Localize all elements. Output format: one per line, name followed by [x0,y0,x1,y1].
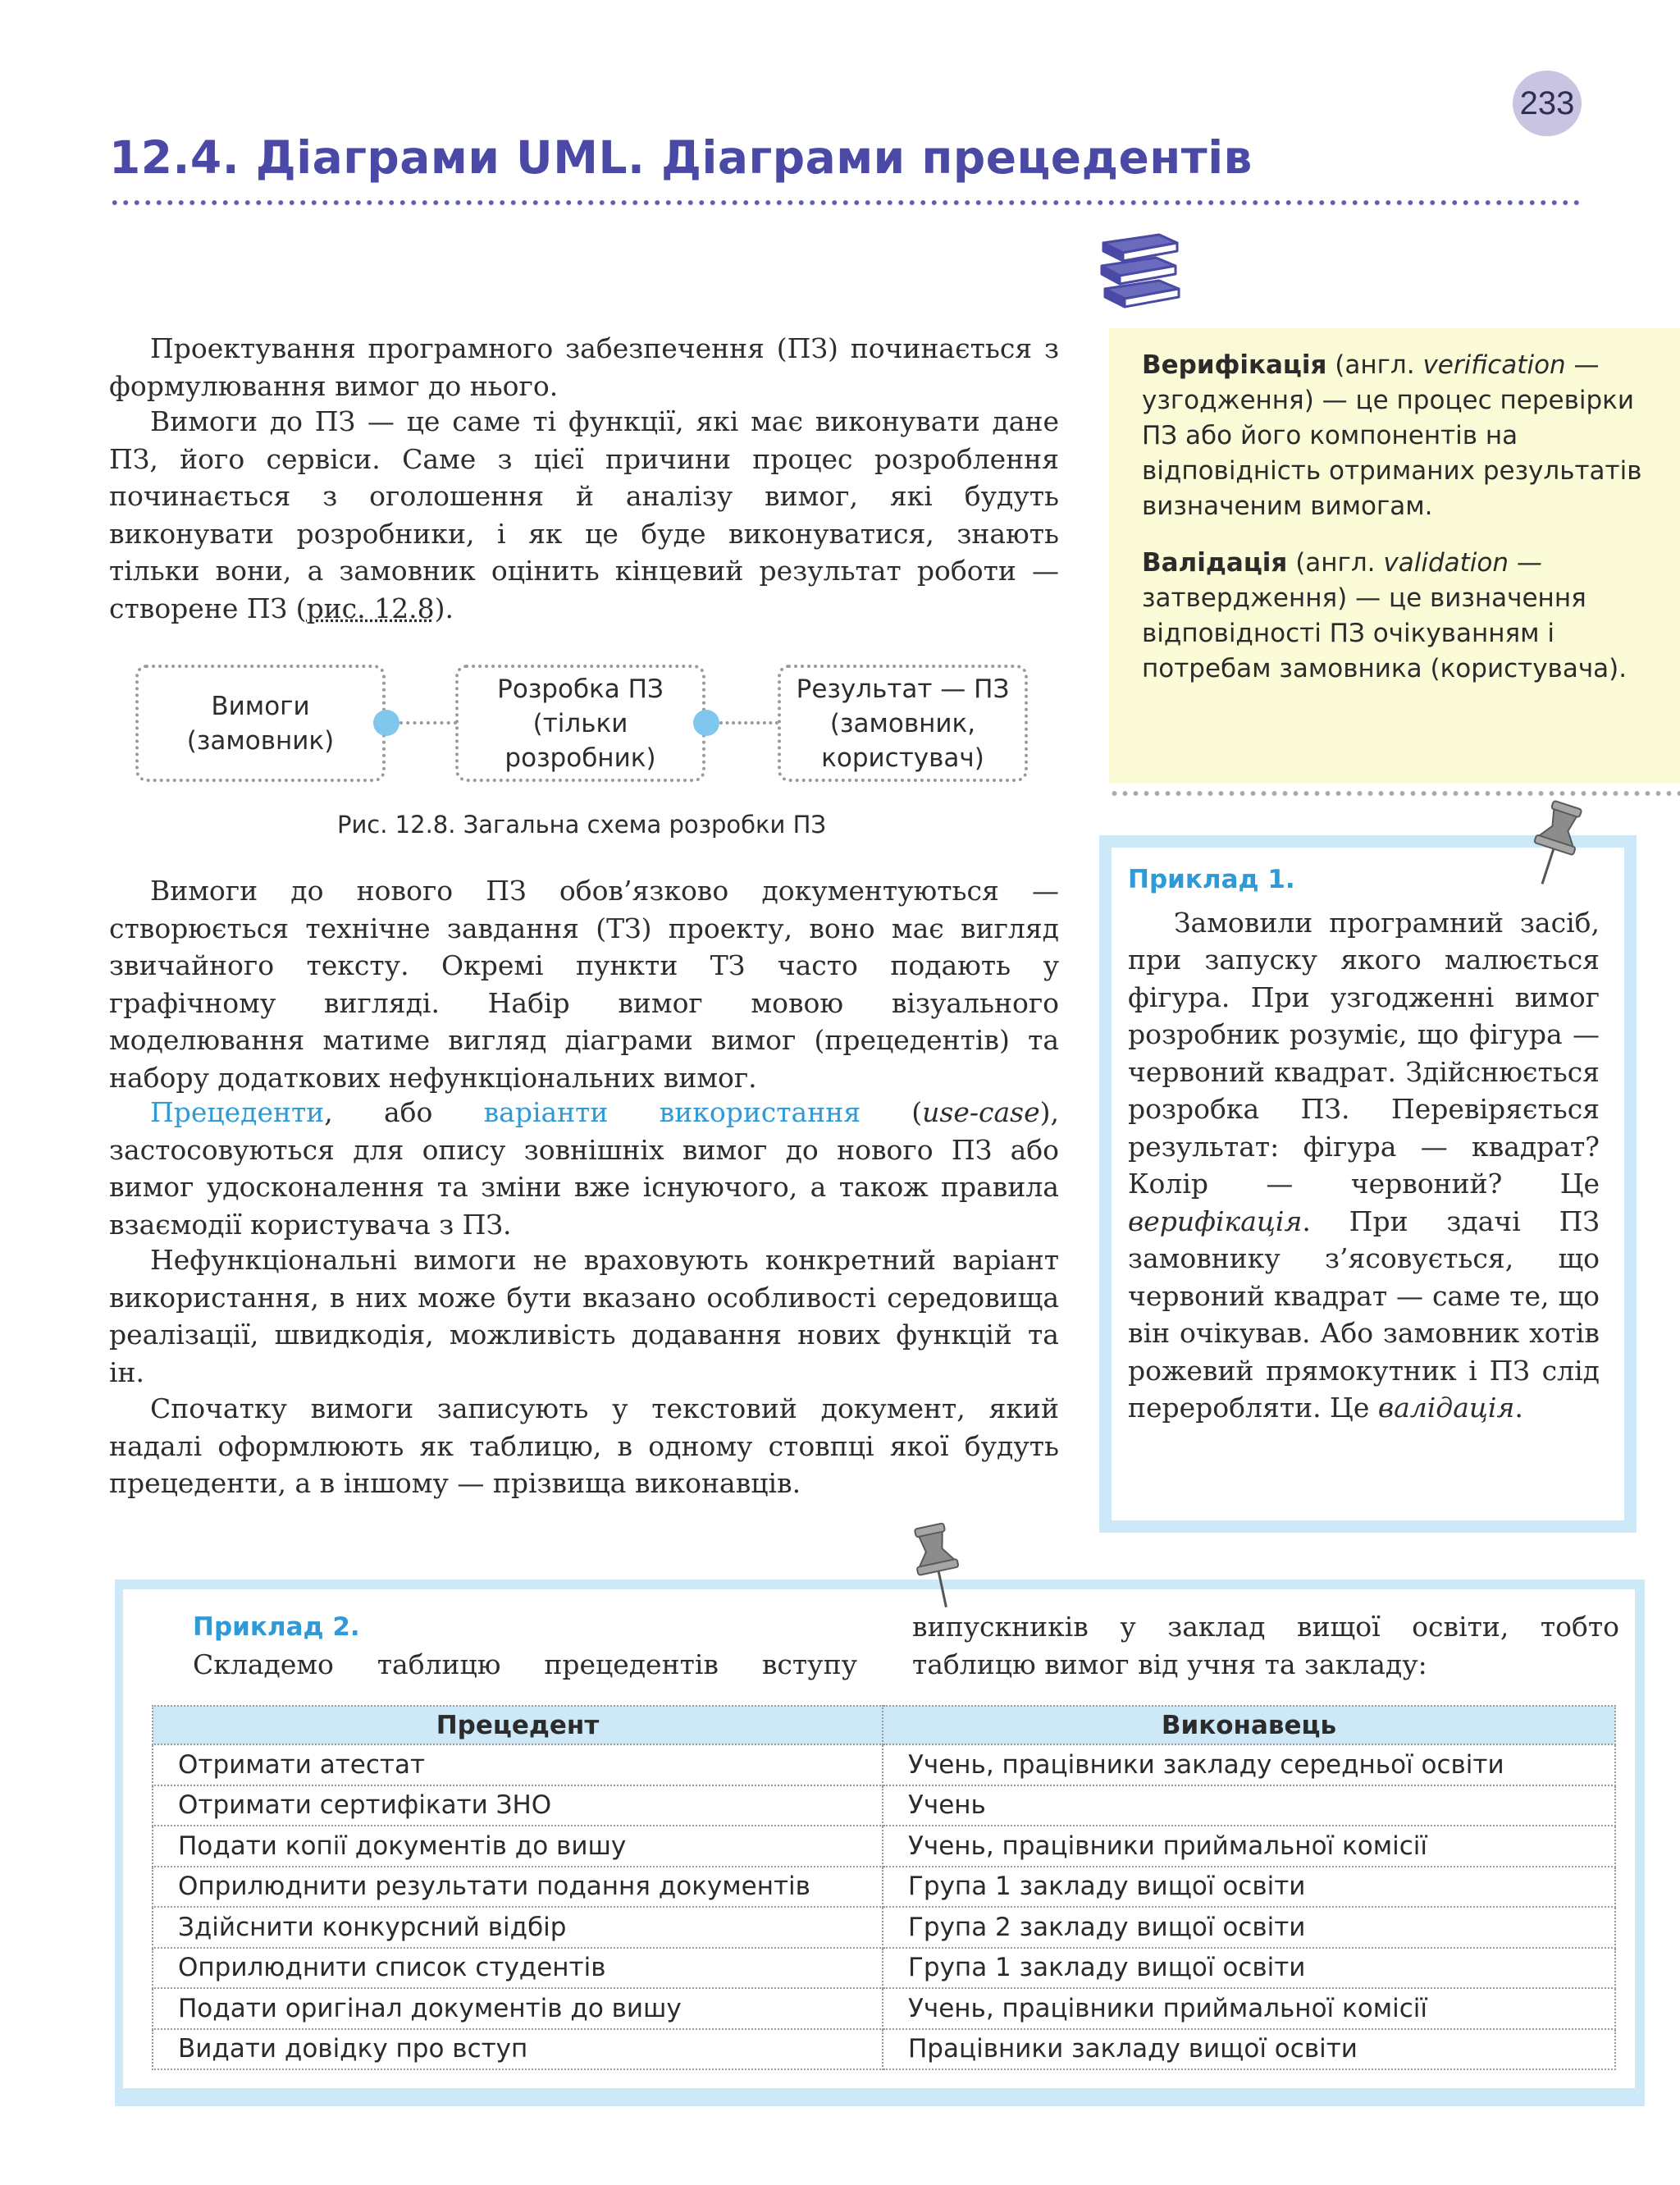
cell-precedent: Отримати сертифікати ЗНО [153,1785,883,1826]
paragraph-use-cases: Прецеденти, або варіанти використання (use-case), застосовуються для опису зовнішніх вимог до нового ПЗ або вимог удосконалення та зміни вже існуючого, а також правила взаємодії користувача з ПЗ. [109,1096,1059,1241]
cell-precedent: Подати копії документів до вишу [153,1826,883,1867]
table-row [153,1744,1615,1785]
pushpin-icon [1526,800,1587,890]
paragraph-documentation: Вимоги до нового ПЗ обов’язково документуються — створюється технічне завдання (ТЗ) проекту, воно має вигляд звичайного тексту. Окремі пункти ТЗ часто подають у графічному вигляді. Набір вимог мовою візуального моделювання матиме вигляд діаграми вимог (прецедентів) та набору додаткових нефункціональних вимог. [109,875,1059,1094]
scheme-connector-dot [373,710,399,736]
example1-content [1128,862,1600,1427]
cell-precedent: Отримати атестат [153,1744,883,1785]
scheme-connector [399,721,457,725]
section-title: 12.4. Діаграми UML. Діаграми прецедентів [109,131,1253,184]
term-link-precedents[interactable]: Прецеденти [150,1096,325,1128]
cell-precedent: Видати довідку про вступ [153,2029,883,2070]
title-dotted-rule [109,199,1582,206]
example2-title: Приклад 2. [193,1612,360,1642]
cell-precedent: Здійснити конкурсний відбір [153,1907,883,1948]
example1-title: Приклад 1. [1128,865,1295,894]
scheme-box-development: Розробка ПЗ (тільки розробник) [455,665,705,782]
cell-executor: Учень, працівники закладу середньої освіти [883,1744,1615,1785]
example2-intro-text: Складемо таблицю прецедентів вступу [193,1648,857,1680]
table-row [153,1948,1615,1989]
cell-executor: Працівники закладу вищої освіти [883,2029,1615,2070]
table-row [153,1785,1615,1826]
definition-validation: Валідація (англ. validation — затвердження) — це визначення відповідності ПЗ очікуванням і потребам замовника (користувача). [1142,548,1628,683]
paragraph-nonfunctional: Нефункціональні вимоги не враховують конкретний варіант використання, в них може бути вказано особливості середовища реалізації, швидкодія, можливість додавання нових функцій та ін. [109,1244,1059,1388]
cell-executor: Група 2 закладу вищої освіти [883,1907,1615,1948]
cell-precedent: Оприлюднити результати подання документів [153,1867,883,1908]
scheme-connector [719,721,778,725]
paragraph-intro: Проектування програмного забезпечення (ПЗ) починається з формулювання вимог до нього. [109,332,1059,402]
cell-executor: Учень [883,1785,1615,1826]
table-row [153,1907,1615,1948]
column-header-executor: Виконавець [883,1706,1615,1744]
table-row [153,1826,1615,1867]
cell-precedent: Подати оригінал документів до вишу [153,1988,883,2029]
pushpin-icon [906,1522,968,1612]
definitions-box [1109,328,1680,784]
cell-executor: Учень, працівники приймальної комісії [883,1826,1615,1867]
paragraph-requirements: Вимоги до ПЗ — це саме ті функції, які має виконувати дане ПЗ, його сервіси. Саме з цієї причини процес розроблення починається з оголошення й аналізу вимог, які будуть виконувати розробники, і як це буде виконуватися, знають тільки вони, а замовник оцінить кінцевий результат роботи — створене ПЗ (рис. 12.8). [109,405,1059,624]
table-row [153,2029,1615,2070]
scheme-box-requirements: Вимоги (замовник) [135,665,386,782]
definitions-dotted-rule [1109,790,1680,797]
page-number: 233 [1513,71,1582,136]
example2-intro-right: випускників у заклад вищої освіти, тобто таблицю вимог від учня та закладу: [912,1611,1619,1680]
paragraph-table-intro: Спочатку вимоги записують у текстовий документ, який надалі оформлюють як таблицю, в одному стовпці якої будуть прецеденти, а в іншому — прізвища виконавців. [109,1392,1059,1499]
cell-precedent: Оприлюднити список студентів [153,1948,883,1989]
term-link-use-case[interactable]: варіанти використання [483,1096,861,1128]
cell-executor: Учень, працівники приймальної комісії [883,1988,1615,2029]
table-row [153,1988,1615,2029]
cell-executor: Група 1 закладу вищої освіти [883,1948,1615,1989]
example2-intro-left [193,1608,857,1684]
example1-text: Замовили програмний засіб, при запуску якого малюється фігура. При узгодженні вимог розробник розуміє, що фігура — червоний квадрат. Здійснюється розробка ПЗ. Перевіряється результат: фігура — квадрат? Колір — червоний? Це верифікація. При здачі ПЗ замовнику з’ясовується, що червоний квадрат — саме те, що він очікував. Або замовник хотів рожевий прямокутник і ПЗ слід переробляти. Це валідація. [1128,906,1600,1424]
table-row [153,1867,1615,1908]
precedents-table [152,1705,1616,2070]
cell-executor: Група 1 закладу вищої освіти [883,1867,1615,1908]
figure-caption: Рис. 12.8. Загальна схема розробки ПЗ [336,811,827,839]
definition-verification: Верифікація (англ. verification — узгодження) — це процес перевірки ПЗ або його компонентів на відповідність отриманих результатів визначеним вимогам. [1142,350,1642,521]
figure-reference-link[interactable]: рис. 12.8 [306,592,435,624]
books-stack-icon [1095,228,1185,310]
table-header-row [153,1706,1615,1744]
scheme-box-result: Результат — ПЗ (замовник, користувач) [778,665,1028,782]
column-header-precedent: Прецедент [153,1706,883,1744]
scheme-connector-dot [693,710,719,736]
